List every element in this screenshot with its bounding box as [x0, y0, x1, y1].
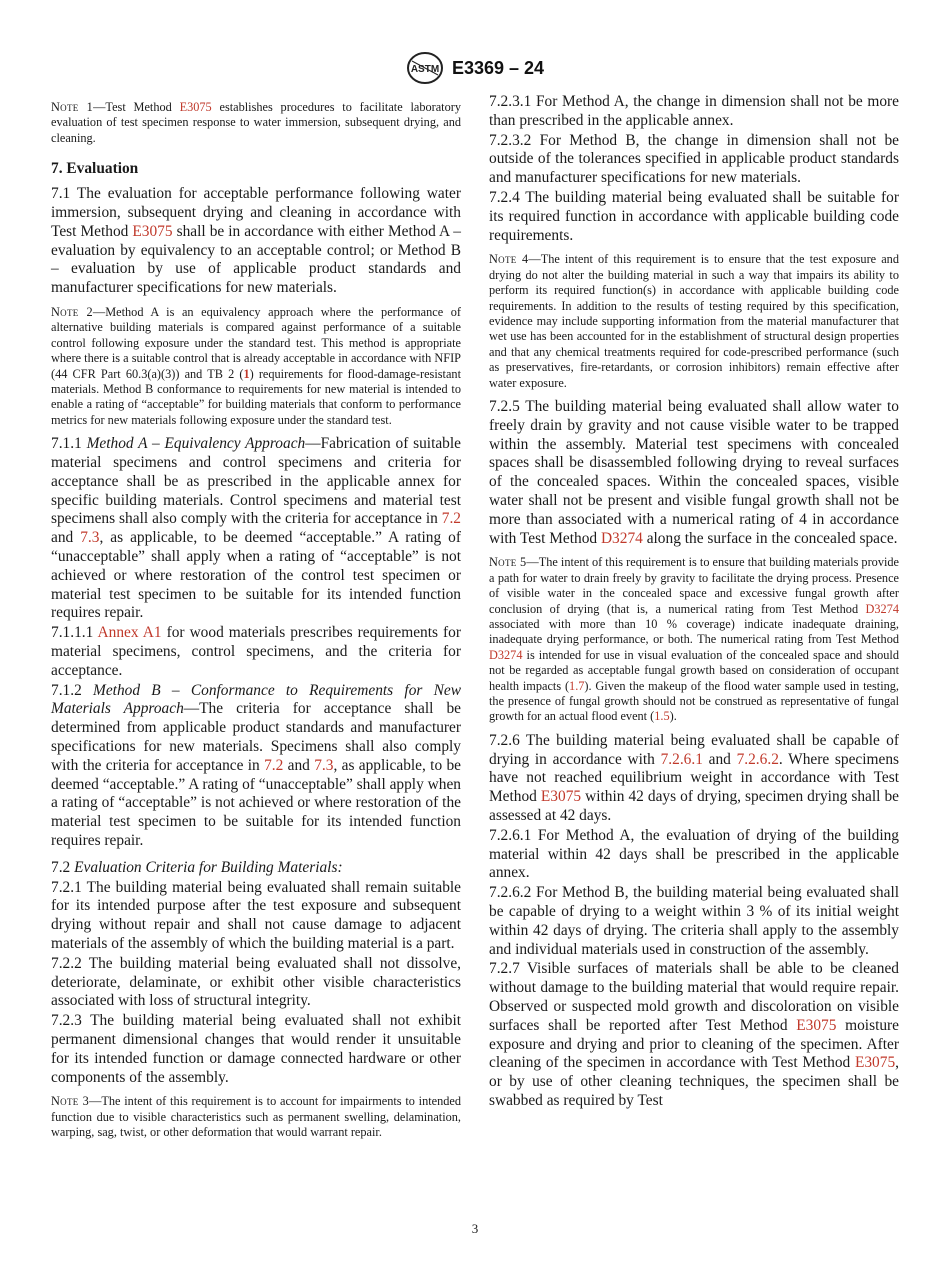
para-7-2-3-1: 7.2.3.1 For Method A, the change in dimension shall not be more than prescribed in the applicable annex.: [489, 93, 899, 129]
left-column: [51, 93, 461, 1148]
astm-logo-icon: [406, 51, 444, 85]
para-7-2-6: 7.2.6 The building material being evaluated shall be capable of drying in accordance with 7.2.6.1 and 7.2.6.2. Where specimens have not reached equilibrium weight in accordance with Test Method E3075 within 42 days of drying, specimen drying shall be assessed at 42 days.: [489, 731, 900, 825]
para-7-1-1-1: 7.1.1.1 Annex A1 for wood materials prescribes requirements for material specimens, control specimens, and the criteria for acceptance.: [51, 624, 461, 679]
ref-link[interactable]: Annex A1: [97, 624, 162, 642]
ref-link[interactable]: 7.2.6.1: [660, 750, 703, 768]
ref-link[interactable]: E3075: [854, 1054, 896, 1072]
note-1: Note 1—Test Method E3075 establishes procedures to facilitate laboratory evaluation of test specimen response to water immersion, subsequent drying, and cleaning.: [51, 100, 461, 145]
para-7-1: 7.1 The evaluation for acceptable performance following water immersion, subsequent drying and cleaning in accordance with Test Method E3075 shall be in accordance with either Method A – evaluation by equivalency to an acceptable control; or Method B – evaluation by use of applicable product standards and manufacturer specifications for new materials.: [51, 185, 462, 297]
note-2: Note 2—Method A is an equivalency approach where the performance of alternative building materials is compared against performance of a suitable control following exposure under the standard test. This method is appropriate where there is a suitable control that is already acceptable in accordance with NFIP (44 CFR Part 60.3(a)(3)) and TB 2 (1) requirements for flood-damage-resistant materials. Method B conformance to requirements for new material is intended to enable a rating of “acceptable” for building materials that conform to performance metrics for new materials following exposure under the standard test.: [51, 305, 462, 427]
ref-link[interactable]: D3274: [600, 529, 643, 547]
ref-link[interactable]: E3075: [132, 222, 173, 240]
ref-link[interactable]: E3075: [540, 788, 582, 806]
ref-link[interactable]: 1: [243, 366, 250, 381]
ref-link[interactable]: 7.2.6.2: [736, 750, 779, 768]
note-3: Note 3—The intent of this requirement is to account for impairments to intended function due to visible characteristics such as permanent swelling, delamination, warping, sag, twist, or other deformation that would warrant repair.: [51, 1094, 462, 1140]
ref-link[interactable]: E3075: [796, 1016, 837, 1034]
ref-link[interactable]: D3274: [865, 601, 899, 616]
ref-link[interactable]: 7.2: [264, 756, 284, 774]
para-7-2-6-1: 7.2.6.1 For Method A, the evaluation of drying of the building material within 42 days shall be prescribed in the applicable annex.: [489, 826, 899, 882]
para-7-2-7: 7.2.7 Visible surfaces of materials shall be able to be cleaned without damage to the building material that would require repair. Observed or suspected mold growth and discoloration on visible surfaces shall be reported after Test Method E3075 moisture exposure and drying and prior to cleaning of the specimen. After cleaning of the specimen in accordance with Test Method E3075, or by use of other cleaning techniques, the specimen shall be swabbed as required by Test: [489, 960, 899, 1110]
para-7-1-1: 7.1.1 Method A – Equivalency Approach—Fabrication of suitable material specimens and control specimens and criteria for acceptance shall be as prescribed in the applicable annex for specific building materials. Control specimens and material test specimens shall also comply with the criteria for acceptance in 7.2 and 7.3, as applicable, to be deemed “acceptable.” A rating of “unacceptable” shall apply when a rating of “acceptable” is not achieved or where restoration of the control test specimen or material test specimen to be suitable for its intended function requires repair.: [51, 435, 462, 622]
para-7-2-3-2: 7.2.3.2 For Method B, the change in dimension shall not be outside of the tolerances specified in applicable product standards and manufacturer specifications for new materials.: [489, 131, 899, 187]
para-7-2-4: 7.2.4 The building material being evaluated shall be suitable for its required function in accordance with applicable building code requirements.: [489, 188, 899, 244]
section-heading: 7. Evaluation: [51, 160, 139, 178]
para-7-1-2: 7.1.2 Method B – Conformance to Requirements for New Materials Approach—The criteria for acceptance shall be determined from applicable product standards and manufacturer specifications for new materials. Specimens shall also comply with the criteria for acceptance in 7.2 and 7.3, as applicable, to be deemed “acceptable.” A rating of “unacceptable” shall apply when a rating of “acceptable” is not achieved or where restoration of the material test specimen to be suitable for its intended function requires repair.: [51, 681, 461, 849]
note-5: Note 5—The intent of this requirement is to ensure that building materials provide a path for water to drain freely by gravity to facilitate the drying process. Presence of visible water in the concealed space and excessive fungal growth after conclusion of drying (that is, a numerical rating from Test Method D3274 associated with more than 10 % coverage) indicate inadequate draining, inadequate drying performance, or both. The numerical rating from Test Method D3274 is intended for use in visual evaluation of the concealed space and should not be regarded as acceptable fungal growth based on consideration of occupant health impacts (1.7). Given the makeup of the flood water sample used in testing, the presence of fungal growth should not be construed as representative of fungal growth for an actual flood event (1.5).: [489, 555, 899, 724]
svg-text:ASTM: ASTM: [410, 64, 440, 75]
para-7-2-2: 7.2.2 The building material being evaluated shall not dissolve, deteriorate, delaminate, or exhibit other visible characteristics associated with loss of structural integrity.: [51, 954, 461, 1010]
para-7-2: 7.2 Evaluation Criteria for Building Materials:: [51, 858, 343, 876]
ref-link[interactable]: 1.5: [654, 709, 670, 724]
ref-link[interactable]: D3274: [489, 647, 523, 662]
note-4: Note 4—The intent of this requirement is to ensure that the test exposure and drying do not alter the building material in such a way that impairs its ability to perform its required function(s) in accordance with applicable building code requirements. In addition to the results of testing required by this specification, evidence may include supporting information from the material manufacturer that wet use has been accounted for in the establishment of structural design properties and that any chemical treatments required for code-prescribed performance (such as preservatives, fire-retardants, or corrosion inhibitors) remain effective after water exposure.: [489, 252, 899, 390]
standard-designation: E3369 – 24: [451, 57, 545, 78]
para-7-2-1: 7.2.1 The building material being evaluated shall remain suitable for its intended purpose after the test exposure and subsequent drying without repair and shall not cause damage to adjacent materials of the assembly of which the building material is a part.: [51, 878, 461, 952]
para-7-2-3: 7.2.3 The building material being evaluated shall not exhibit permanent dimensional changes that would render it unsuitable for its intended function or damage connected hardware or other components of the assembly.: [51, 1012, 461, 1086]
ref-link[interactable]: 1.7: [569, 678, 585, 693]
para-7-2-5: 7.2.5 The building material being evaluated shall allow water to freely drain by gravity and not cause visible water to be trapped within the assembly. Material test specimens with concealed spaces shall be disassembled following drying to reveal surfaces of the concealed spaces. Within the concealed spaces, visible water shall not be present and visible fungal growth shall not be more than associated with a numerical rating of 4 in accordance with Test Method D3274 along the surface in the concealed space.: [489, 398, 899, 547]
right-column: [489, 93, 899, 1111]
page-number: 3: [471, 1221, 479, 1236]
ref-link[interactable]: 7.3: [80, 529, 100, 547]
ref-link[interactable]: E3075: [179, 100, 212, 114]
para-7-2-6-2: 7.2.6.2 For Method B, the building material being evaluated shall be capable of drying to a weight within 3 % of its initial weight within 42 days of drying. The criteria shall apply to the assembly and individual materials used in construction of the assembly.: [489, 884, 899, 958]
page-header: [0, 51, 950, 90]
ref-link[interactable]: 7.2: [441, 510, 461, 528]
ref-link[interactable]: 7.3: [314, 756, 334, 774]
